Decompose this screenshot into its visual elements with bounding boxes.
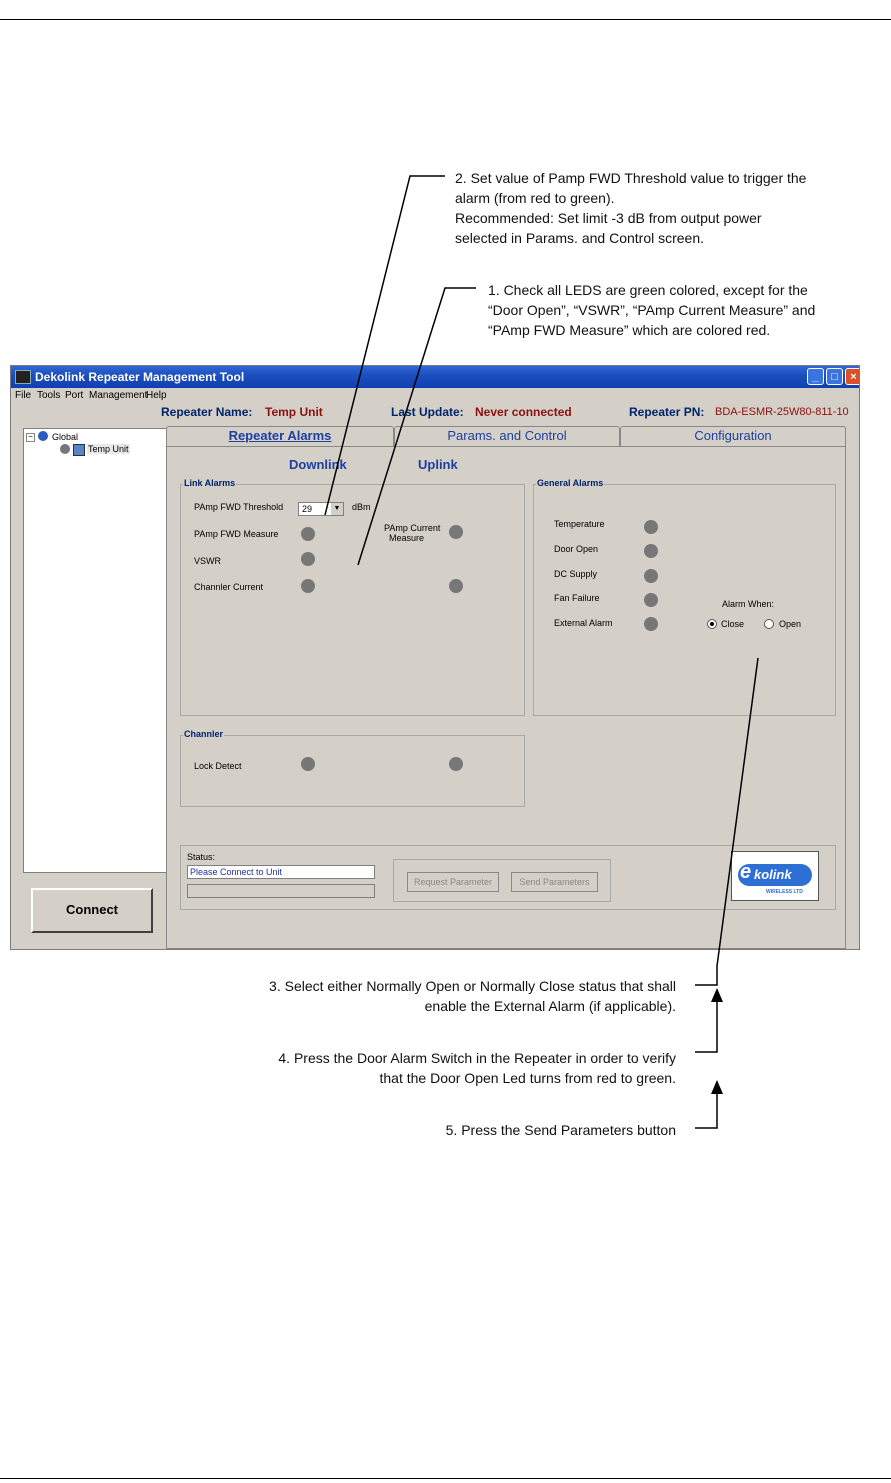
- threshold-unit: dBm: [352, 502, 371, 512]
- note-5: 5. Press the Send Parameters button: [445, 1122, 676, 1138]
- window-title: Dekolink Repeater Management Tool: [35, 370, 245, 384]
- note-1: 1. Check all LEDS are green colored, except for the “Door Open”, “VSWR”, “PAmp Current Measure” and “PAmp FWD Measure” which are colored red.: [488, 282, 816, 338]
- repeater-pn-value: BDA-ESMR-25W80-811-10: [715, 406, 849, 418]
- tab-params-and-control[interactable]: Params. and Control: [394, 426, 620, 446]
- fan-failure-label: Fan Failure: [554, 593, 600, 603]
- repeater-name-label: Repeater Name:: [161, 405, 253, 419]
- repeater-name-value: Temp Unit: [265, 405, 323, 419]
- chevron-down-icon[interactable]: ▼: [331, 503, 343, 515]
- alarm-when-label: Alarm When:: [722, 599, 775, 609]
- downlink-header: Downlink: [289, 457, 347, 472]
- lock-detect-label: Lock Detect: [194, 761, 242, 771]
- request-parameter-button[interactable]: Request Parameter: [407, 872, 499, 892]
- pamp-fwd-measure-label: PAmp FWD Measure: [194, 529, 279, 539]
- leader-line-5: [695, 1092, 717, 1128]
- send-parameters-button[interactable]: Send Parameters: [511, 872, 598, 892]
- status-label: Status:: [187, 852, 216, 862]
- page-bottom-rule: [0, 1478, 891, 1479]
- note-2: 2. Set value of Pamp FWD Threshold value to trigger the alarm (from red to green). Recommended: Set limit -3 dB from output power selected in Params. and Control screen.: [455, 170, 807, 246]
- last-update-value: Never connected: [475, 405, 572, 419]
- leader-line-3: [695, 658, 758, 985]
- logo-letter-e: e: [740, 861, 752, 883]
- pamp-fwd-threshold-label: PAmp FWD Threshold: [194, 502, 284, 512]
- menu-port[interactable]: Port: [65, 390, 84, 401]
- channeler-current-label: Channler Current: [194, 582, 264, 592]
- connect-button[interactable]: Connect: [31, 888, 153, 933]
- maximize-icon[interactable]: □: [826, 368, 843, 385]
- logo-subtext: WIRELESS LTD: [766, 889, 803, 895]
- tree-item-temp-unit[interactable]: Temp Unit: [88, 444, 129, 454]
- close-icon[interactable]: ×: [845, 368, 860, 385]
- tree-root-label[interactable]: Global: [52, 432, 79, 442]
- note-4: 4. Press the Door Alarm Switch in the Repeater in order to verify that the Door Open Led turns from red to green.: [278, 1050, 676, 1086]
- logo-text: kolink: [754, 867, 792, 882]
- arrow-4-icon: [711, 988, 723, 1002]
- last-update-label: Last Update:: [391, 405, 464, 419]
- menu-tools[interactable]: Tools: [37, 390, 61, 401]
- general-alarms-title: General Alarms: [537, 478, 604, 488]
- menu-file[interactable]: File: [15, 390, 32, 401]
- menu-management[interactable]: Management: [89, 390, 148, 401]
- pamp-current-measure-label: PAmp Current Measure: [384, 523, 441, 543]
- vswr-label: VSWR: [194, 556, 221, 566]
- open-label[interactable]: Open: [779, 619, 802, 629]
- repeater-pn-label: Repeater PN:: [629, 405, 705, 419]
- tab-configuration[interactable]: Configuration: [620, 426, 846, 446]
- close-label[interactable]: Close: [721, 619, 745, 629]
- status-value: Please Connect to Unit: [190, 867, 283, 877]
- uplink-header: Uplink: [418, 457, 458, 472]
- temperature-label: Temperature: [554, 519, 605, 529]
- channeler-title: Channler: [184, 729, 224, 739]
- tree-expander-icon[interactable]: −: [26, 433, 35, 442]
- tab-repeater-alarms[interactable]: Repeater Alarms: [166, 426, 394, 446]
- dc-supply-label: DC Supply: [554, 569, 598, 579]
- link-alarms-title: Link Alarms: [184, 478, 236, 488]
- minimize-icon[interactable]: _: [807, 368, 824, 385]
- leader-line-1: [358, 288, 476, 565]
- arrow-5-icon: [711, 1080, 723, 1094]
- menu-help[interactable]: Help: [146, 390, 167, 401]
- external-alarm-label: External Alarm: [554, 618, 613, 628]
- door-open-label: Door Open: [554, 544, 599, 554]
- leader-line-4: [695, 1000, 717, 1052]
- note-3: 3. Select either Normally Open or Normally Close status that shall enable the External Alarm (if applicable).: [269, 978, 676, 1014]
- threshold-value: 29: [302, 504, 313, 514]
